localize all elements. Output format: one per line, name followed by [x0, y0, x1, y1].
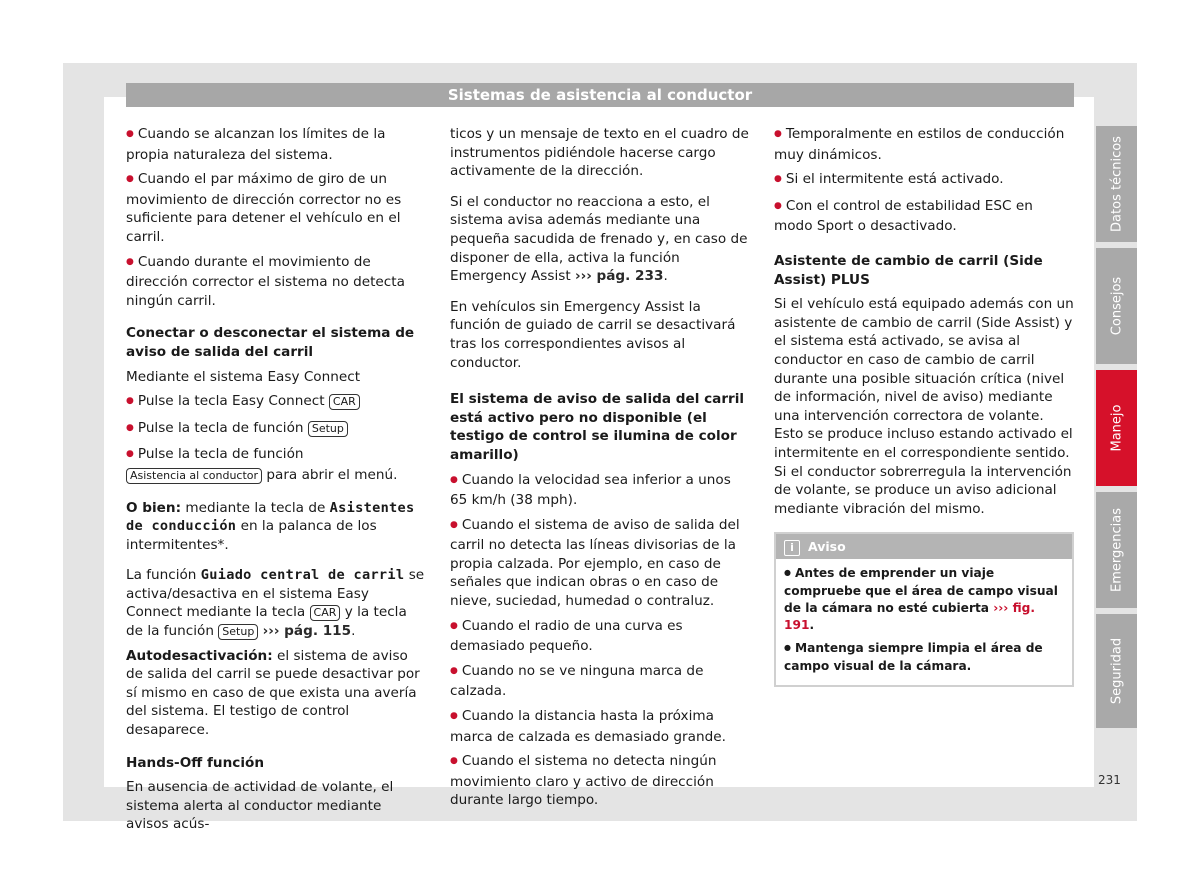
- driver-assist-key: Asistencia al conductor: [126, 468, 262, 484]
- subheading: Hands-Off función: [126, 754, 264, 771]
- list-item: ● Cuando no se ve ninguna marca de calzada.: [450, 662, 750, 701]
- car-key: CAR: [310, 605, 341, 621]
- setup-key: Setup: [218, 624, 258, 640]
- list-item: ● Cuando la distancia hasta la próxima marca de calzada es demasiado grande.: [450, 707, 750, 746]
- list-item: ● Cuando el radio de una curva es demasiado pequeño.: [450, 617, 750, 656]
- notice-body: [776, 559, 1072, 685]
- list-item: ● Si el intermitente está activado.: [774, 170, 1074, 191]
- paragraph: ticos y un mensaje de texto en el cuadro de instrumentos pidiéndole hacerse cargo activamente de la dirección.: [450, 126, 749, 180]
- page-reference: ››› pág. 233: [574, 268, 664, 285]
- setup-key: Setup: [308, 421, 348, 437]
- notice-item: ● Antes de emprender un viaje compruebe que el área de campo visual de la cámara no esté cubierta ››› fig. 191.: [784, 565, 1064, 634]
- paragraph: En vehículos sin Emergency Assist la función de guiado de carril se desactivará tras los correspondientes avisos al conductor.: [450, 298, 736, 371]
- step-item: ● Pulse la tecla de función Setup: [126, 419, 428, 440]
- paragraph: Mediante el sistema Easy Connect: [126, 368, 361, 385]
- info-icon: i: [784, 540, 800, 556]
- figure-reference: ››› fig. 191: [784, 601, 1035, 633]
- list-item: ● Temporalmente en estilos de conducción muy dinámicos.: [774, 125, 1074, 164]
- paragraph: La función Guiado central de carril se activa/desactiva en el sistema Easy Connect mediante la tecla CAR y la tecla de la función Setup ››› pág. 115.: [126, 567, 425, 640]
- page-number: 231: [1098, 773, 1121, 787]
- tab-emergencias[interactable]: Emergencias: [1096, 492, 1137, 608]
- paragraph: En ausencia de actividad de volante, el sistema alerta al conductor mediante avisos acús-: [126, 779, 394, 833]
- page-reference: ››› pág. 115: [262, 623, 352, 640]
- paragraph: Si el vehículo está equipado además con un asistente de cambio de carril (Side Assist) y el sistema está activado, se avisa al conductor en caso de cambio de carril durante una posible situación crítica (nivel de información, nivel de aviso) mediante una intervención correctora de volante. Esto se produce incluso estando activado el intermitente en el correspondiente sentido. Si el conductor sobrerregula la intervención de volante, se produce un aviso adicional mediante vibración del mismo.: [774, 296, 1074, 517]
- list-item: ● Cuando la velocidad sea inferior a unos 65 km/h (38 mph).: [450, 471, 750, 510]
- column-3: [774, 125, 1074, 687]
- subheading: Conectar o desconectar el sistema de aviso de salida del carril: [126, 325, 415, 360]
- notice-box: [774, 532, 1074, 687]
- car-key: CAR: [329, 394, 360, 410]
- paragraph: Autodesactivación: el sistema de aviso de salida del carril se puede desactivar por sí mismo en caso de que exista una avería del sistema. El testigo de control desaparece.: [126, 647, 420, 739]
- list-item: ● Cuando se alcanzan los límites de la propia naturaleza del sistema.: [126, 125, 428, 164]
- subheading: El sistema de aviso de salida del carril está activo pero no disponible (el testigo de control se ilumina de color amarillo): [450, 391, 745, 463]
- paragraph: O bien: mediante la tecla de Asistentes de conducción en la palanca de los intermitentes*.: [126, 499, 415, 553]
- tab-seguridad[interactable]: Seguridad: [1096, 614, 1137, 728]
- subheading: Asistente de cambio de carril (Side Assist) PLUS: [774, 252, 1043, 288]
- tab-datos-tecnicos[interactable]: Datos técnicos: [1096, 126, 1137, 242]
- section-header: Sistemas de asistencia al conductor: [126, 83, 1074, 107]
- list-item: ● Cuando el sistema no detecta ningún movimiento claro y activo de dirección durante largo tiempo.: [450, 752, 750, 810]
- step-item: ● Pulse la tecla Easy Connect CAR: [126, 392, 428, 413]
- notice-item: ● Mantenga siempre limpia el área de campo visual de la cámara.: [784, 640, 1064, 675]
- notice-header: i Aviso: [776, 534, 1072, 559]
- step-item: ● Pulse la tecla de función Asistencia al conductor para abrir el menú.: [126, 445, 428, 484]
- column-1: [126, 125, 428, 840]
- tab-manejo[interactable]: Manejo: [1096, 370, 1137, 486]
- list-item: ● Cuando el par máximo de giro de un movimiento de dirección corrector no es suficiente para detener el vehículo en el carril.: [126, 170, 428, 246]
- paragraph: Si el conductor no reacciona a esto, el sistema avisa además mediante una pequeña sacudida de frenado y, en caso de disponer de ella, activa la función Emergency Assist ››› pág. 233.: [450, 193, 748, 285]
- column-2: [450, 125, 750, 816]
- tab-consejos[interactable]: Consejos: [1096, 248, 1137, 364]
- list-item: ● Cuando el sistema de aviso de salida del carril no detecta las líneas divisorias de la propia calzada. Por ejemplo, en caso de señales que indican obras o en caso de nieve, suciedad, humedad o contraluz.: [450, 516, 750, 611]
- list-item: ● Cuando durante el movimiento de dirección corrector el sistema no detecta ningún carril.: [126, 253, 428, 311]
- list-item: ● Con el control de estabilidad ESC en modo Sport o desactivado.: [774, 197, 1074, 236]
